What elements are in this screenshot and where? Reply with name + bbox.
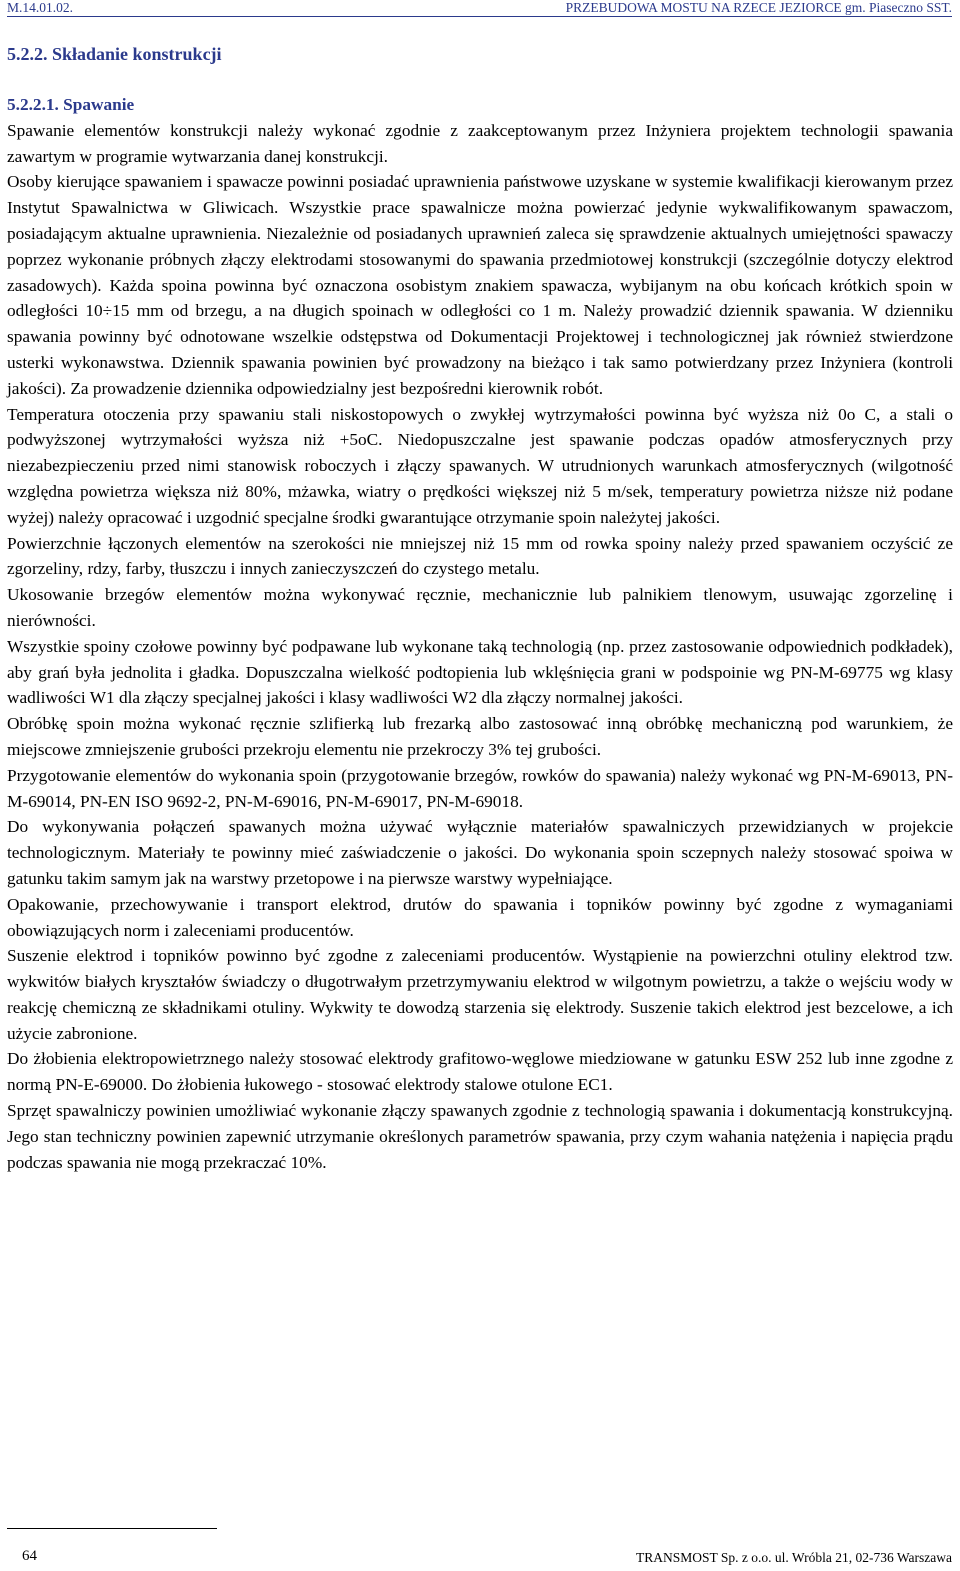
company-info: TRANSMOST Sp. z o.o. ul. Wróbla 21, 02-736 Warszawa <box>636 1550 952 1565</box>
paragraph: Sprzęt spawalniczy powinien umożliwiać wykonanie złączy spawanych zgodnie z technologią spawania i dokumentacją konstrukcyjną. Jego stan techniczny powinien zapewnić utrzymanie określonych parametrów spawania, przy czym wahania natężenia i napięcia prądu podczas spawania nie mogą przekraczać 10%. <box>7 1101 953 1172</box>
paragraph: Temperatura otoczenia przy spawaniu stali niskostopowych o zwykłej wytrzymałości powinna być wyższa niż 0o C, a stali o podwyższonej wytrzymałości wyższa niż +5oC. Niedopuszczalne jest spawanie podczas opadów atmosferycznych przy niezabezpieczeniu przed nimi stanowisk roboczych i złączy spawanych. W utrudnionych warunkach atmosferycznych (wilgotność względna powietrza większa niż 80%, mżawka, wiatry o prędkości większej niż 5 m/sek, temperatury powietrza niższe niż podane wyżej) należy opracować i uzgodnić specjalne środki gwarantujące otrzymanie spoin należytej jakości. <box>7 404 953 527</box>
project-title: PRZEBUDOWA MOSTU NA RZECE JEZIORCE gm. Piaseczno SST. <box>565 0 952 15</box>
document-code: M.14.01.02. <box>7 0 74 15</box>
paragraph: Do wykonywania połączeń spawanych można używać wyłącznie materiałów spawalniczych przewidzianych w projekcie technologicznym. Materiały te powinny mieć zaświadczenie o jakości. Do wykonania spoin sczepnych należy stosować spoiwa w gatunku takim samym jak na warstwy przetopowe i na pierwsze warstwy wypełniające. <box>7 817 953 888</box>
paragraph: Opakowanie, przechowywanie i transport elektrod, drutów do spawania i topników powinny być zgodne z wymaganiami obowiązujących norm i zaleceniami producentów. <box>7 894 953 940</box>
paragraph: Osoby kierujące spawaniem i spawacze powinni posiadać uprawnienia państwowe uzyskane w systemie kwalifikacji kierowanym przez Instytut Spawalnictwa w Gliwicach. Wszystkie prace spawalnicze można powierzać jedynie wykwalifikowanym spawaczom, posiadającym aktualne uprawnienia. Niezależnie od posiadanych uprawnień zaleca się sprawdzenie aktualnych umiejętności spawaczy poprzez wykonanie próbnych złączy elektrodami stosowanymi do spawania przedmiotowej konstrukcji (szczególnie dotyczy elektrod zasadowych). Każda spoina powinna być oznaczona osobistym znakiem spawacza, wybijanym na obu końcach krótkich spoin w odległości 10÷15 mm od brzegu, a na długich spoinach w odległości co 1 m. Należy prowadzić dziennik spawania. W dzienniku spawania powinny być odnotowane wszelkie odstępstwa od Dokumentacji Projektowej i technologicznej jak również stwierdzone usterki wykonawstwa. Dziennik spawania powinien być prowadzony na bieżąco i tak samo potwierdzany przez Inżyniera (kontroli jakości). Za prowadzenie dziennika odpowiedzialny jest bezpośredni kierownik robót. <box>7 172 953 398</box>
paragraph: Spawanie elementów konstrukcji należy wykonać zgodnie z zaakceptowanym przez Inżyniera projektem technologii spawania zawartym w programie wytwarzania danej konstrukcji. <box>7 120 953 166</box>
footer-divider <box>7 1528 217 1529</box>
paragraph: Do żłobienia elektropowietrznego należy stosować elektrody grafitowo-węglowe miedziowane w gatunku ESW 252 lub inne zgodne z normą PN-E-69000. Do żłobienia łukowego - stosować elektrody stalowe otulone EC1. <box>7 1049 953 1095</box>
paragraph: Suszenie elektrod i topników powinno być zgodne z zaleceniami producentów. Wystąpienie na powierzchni otuliny elektrod tzw. wykwitów białych kryształów świadczy o długotrwałym przetrzymywaniu elektrod w wilgotnym powietrzu, a także o wejściu wody w reakcję chemiczną ze składnikami otuliny. Wykwity te dowodzą starzenia się elektrody. Suszenie takich elektrod jest bezcelowe, a ich użycie zabronione. <box>7 946 953 1043</box>
section-title: 5.2.2. Składanie konstrukcji <box>7 44 222 64</box>
page-footer <box>7 1546 952 1566</box>
header-divider <box>7 16 952 17</box>
paragraph: Obróbkę spoin można wykonać ręcznie szlifierką lub frezarką albo zastosować inną obróbkę mechaniczną pod warunkiem, że miejscowe zmniejszenie grubości przekroju elementu nie przekroczy 3% tej grubości. <box>7 714 953 759</box>
paragraph: Powierzchnie łączonych elementów na szerokości nie mniejszej niż 15 mm od rowka spoiny należy przed spawaniem oczyścić ze zgorzeliny, rdzy, farby, tłuszczu i innych zanieczyszczeń do czystego metalu. <box>7 533 953 579</box>
paragraph: Przygotowanie elementów do wykonania spoin (przygotowanie brzegów, rowków do spawania) należy wykonać wg PN-M-69013, PN-M-69014, PN-EN ISO 9692-2, PN-M-69016, PN-M-69017, PN-M-69018. <box>7 765 953 811</box>
page-header <box>7 0 952 16</box>
subsection-title: 5.2.2.1. Spawanie <box>7 95 135 114</box>
paragraph: Wszystkie spoiny czołowe powinny być podpawane lub wykonane taką technologią (np. przez zastosowanie odpowiednich podkładek), aby grań była jednolita i gładka. Dopuszczalna wielkość podtopienia lub wklęśnięcia grani w podspoinie wg PN-M-69775 wg klasy wadliwości W1 dla złączy specjalnej jakości i klasy wadliwości W2 dla złączy normalnej jakości. <box>7 636 953 708</box>
page-number: 64 <box>22 1548 37 1564</box>
paragraph: Ukosowanie brzegów elementów można wykonywać ręcznie, mechanicznie lub palnikiem tlenowym, usuwając zgorzelinę i nierówności. <box>7 585 953 630</box>
document-body <box>7 92 953 1175</box>
